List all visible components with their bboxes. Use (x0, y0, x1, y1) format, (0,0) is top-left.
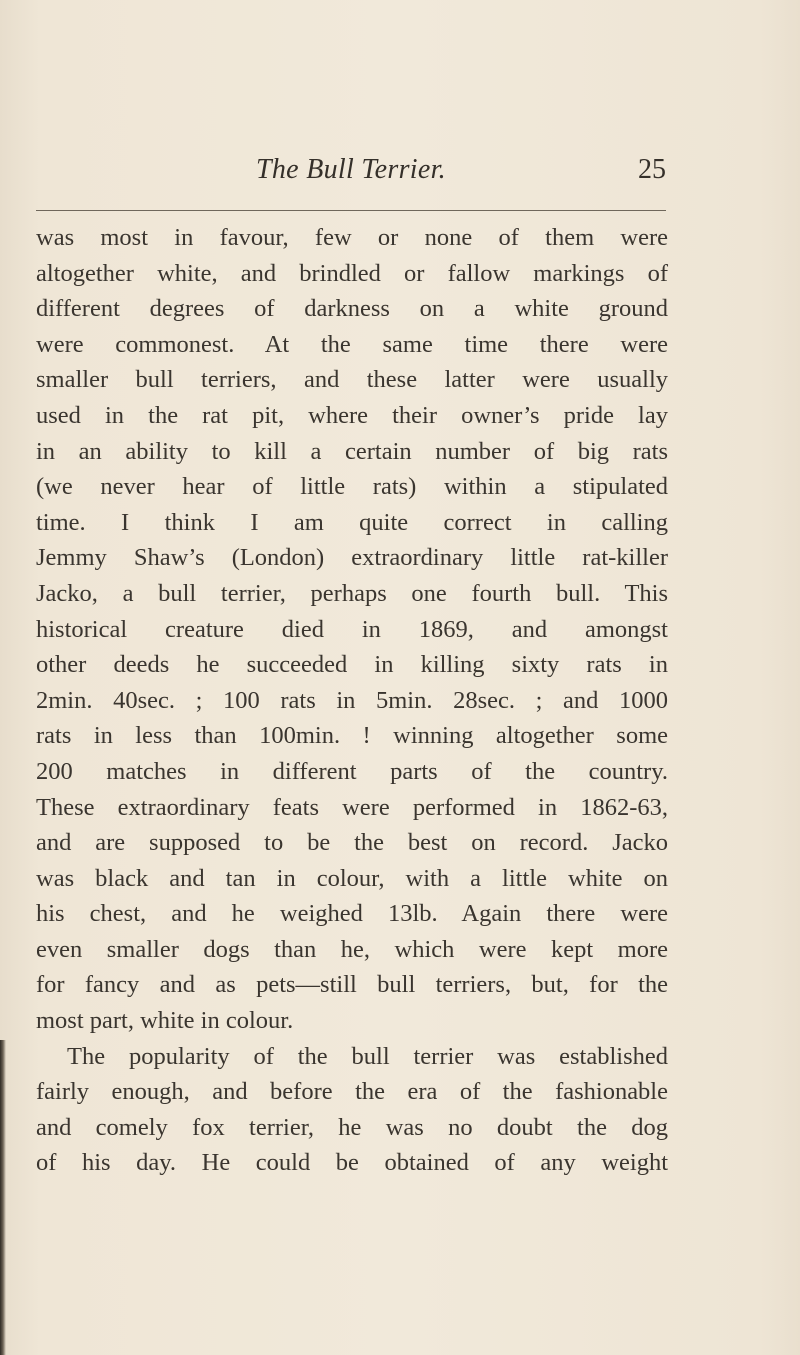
text-line: most part, white in colour. (36, 1007, 294, 1035)
text-line: of his day. He could be obtained of any weight (36, 1149, 668, 1177)
text-line: in an ability to kill a certain number of big rats (36, 437, 668, 465)
text-line: 200 matches in different parts of the country. (36, 757, 668, 785)
text-line: Jemmy Shaw’s (London) extraordinary little rat-killer (36, 544, 668, 572)
text-line: time. I think I am quite correct in calling (36, 508, 668, 536)
text-line: different degrees of darkness on a white ground (36, 295, 668, 323)
body-text (36, 220, 668, 1181)
text-line: 2min. 40sec. ; 100 rats in 5min. 28sec. ; and 1000 (36, 686, 668, 714)
text-line: historical creature died in 1869, and amongst (36, 615, 668, 643)
text-line: Jacko, a bull terrier, perhaps one fourth bull. This (36, 579, 668, 607)
text-line: and comely fox terrier, he was no doubt the dog (36, 1113, 668, 1141)
page-header (36, 152, 666, 188)
text-line: other deeds he succeeded in killing sixty rats in (36, 651, 668, 679)
header-rule (36, 210, 666, 211)
text-line: was black and tan in colour, with a little white on (36, 864, 668, 892)
binding-shadow (0, 1040, 6, 1355)
text-line: were commonest. At the same time there were (36, 330, 668, 358)
text-line: (we never hear of little rats) within a stipulated (36, 473, 668, 501)
text-line: altogether white, and brindled or fallow markings of (36, 259, 668, 287)
text-line: and are supposed to be the best on record. Jacko (36, 829, 668, 857)
text-line: for fancy and as pets—still bull terriers, but, for the (36, 971, 668, 999)
text-line: used in the rat pit, where their owner’s pride lay (36, 401, 668, 429)
text-line: These extraordinary feats were performed in 1862-63, (36, 793, 668, 821)
running-title: The Bull Terrier. (256, 154, 446, 185)
text-line: rats in less than 100min. ! winning altogether some (36, 722, 668, 750)
text-line: smaller bull terriers, and these latter were usually (36, 366, 668, 394)
page-number: 25 (638, 154, 666, 185)
text-line: The popularity of the bull terrier was established (67, 1042, 668, 1070)
text-line: was most in favour, few or none of them were (36, 224, 668, 251)
text-line: fairly enough, and before the era of the fashionable (36, 1078, 668, 1106)
text-line: his chest, and he weighed 13lb. Again there were (36, 900, 668, 928)
text-line: even smaller dogs than he, which were kept more (36, 935, 668, 963)
